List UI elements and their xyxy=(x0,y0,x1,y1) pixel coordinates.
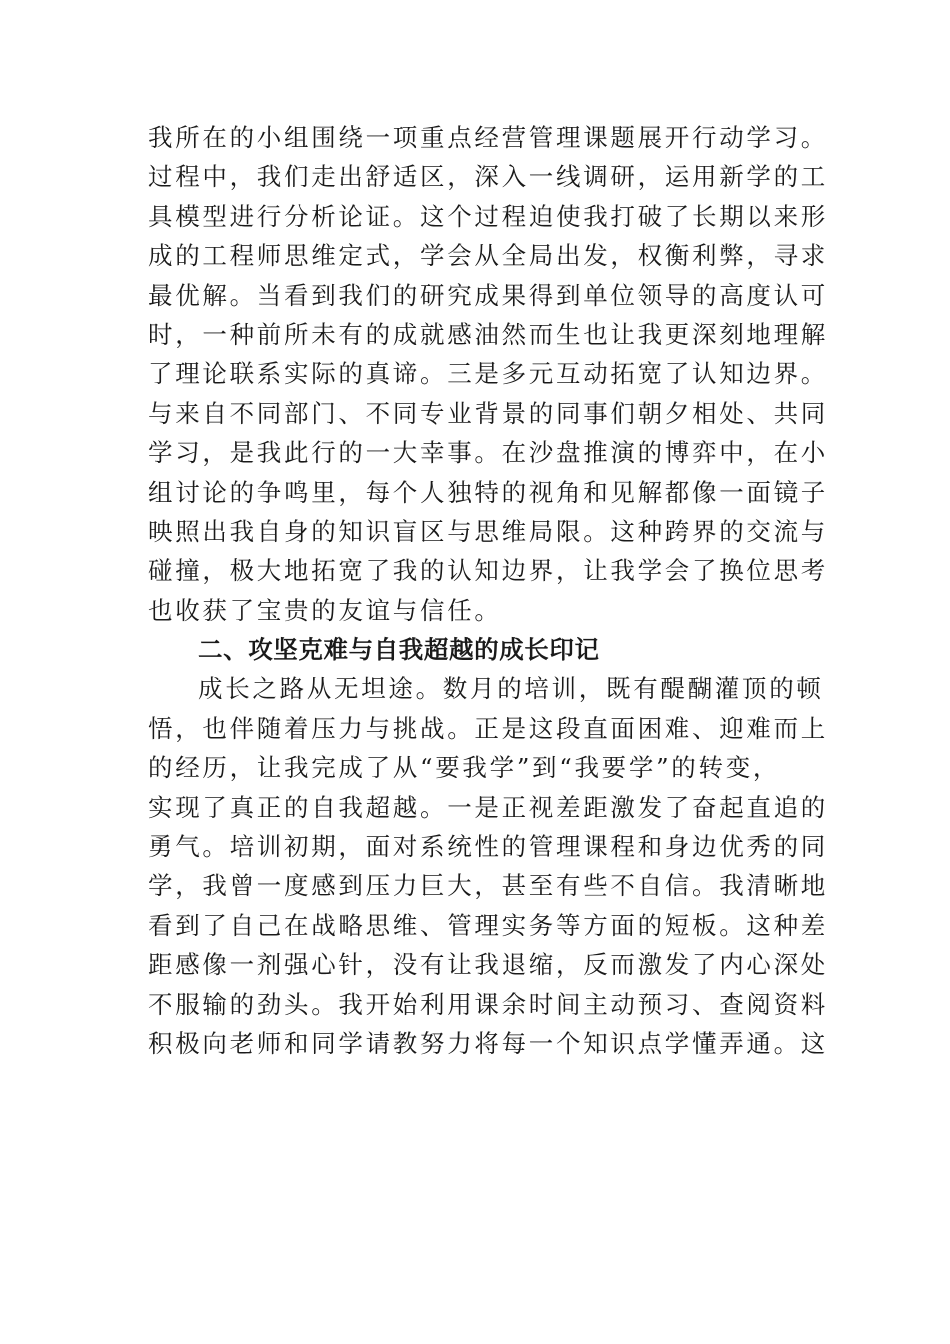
paragraph-line: 距感像一剂强心针，没有让我退缩，反而激发了内心深处 xyxy=(148,950,828,980)
paragraph-line: 映照出我自身的知识盲区与思维局限。这种跨界的交流与 xyxy=(148,516,828,546)
paragraph-line: 实现了真正的自我超越。一是正视差距激发了奋起直追的 xyxy=(148,792,828,822)
paragraph-line: 看到了自己在战略思维、管理实务等方面的短板。这种差 xyxy=(148,910,828,940)
paragraph-line: 积极向老师和同学请教努力将每一个知识点学懂弄通。这 xyxy=(148,1028,828,1058)
paragraph-line: 不服输的劲头。我开始利用课余时间主动预习、查阅资料 xyxy=(148,989,828,1019)
paragraph-line: 组讨论的争鸣里，每个人独特的视角和见解都像一面镜子 xyxy=(148,477,828,507)
paragraph-line: 学，我曾一度感到压力巨大，甚至有些不自信。我清晰地 xyxy=(148,871,828,901)
paragraph-line: 成的工程师思维定式，学会从全局出发，权衡利弊，寻求 xyxy=(148,241,828,271)
paragraph-line: 碰撞，极大地拓宽了我的认知边界，让我学会了换位思考 xyxy=(148,556,828,586)
paragraph-line: 也收获了宝贵的友谊与信任。 xyxy=(148,595,502,625)
paragraph-line: 与来自不同部门、不同专业背景的同事们朝夕相处、共同 xyxy=(148,398,828,428)
paragraph-line: 悟，也伴随着压力与挑战。正是这段直面困难、迎难而上 xyxy=(148,713,828,743)
paragraph-line: 时，一种前所未有的成就感油然而生也让我更深刻地理解 xyxy=(148,319,828,349)
paragraph-line: 成长之路从无坦途。数月的培训，既有醍醐灌顶的顿 xyxy=(198,674,824,704)
section-heading: 二、攻坚克难与自我超越的成长印记 xyxy=(198,635,600,665)
paragraph-line: 最优解。当看到我们的研究成果得到单位领导的高度认可 xyxy=(148,280,828,310)
document-body xyxy=(148,118,828,1063)
paragraph-line: 具模型进行分析论证。这个过程迫使我打破了长期以来形 xyxy=(148,201,828,231)
paragraph-line: 勇气。培训初期，面对系统性的管理课程和身边优秀的同 xyxy=(148,832,828,862)
paragraph-line: 了理论联系实际的真谛。三是多元互动拓宽了认知边界。 xyxy=(148,359,828,389)
paragraph-line: 的经历，让我完成了从“要我学”到“我要学”的转变， xyxy=(148,753,781,783)
paragraph-line: 学习，是我此行的一大幸事。在沙盘推演的博弈中，在小 xyxy=(148,438,828,468)
paragraph-line: 过程中，我们走出舒适区，深入一线调研，运用新学的工 xyxy=(148,162,828,192)
paragraph-line: 我所在的小组围绕一项重点经营管理课题展开行动学习。 xyxy=(148,123,828,152)
